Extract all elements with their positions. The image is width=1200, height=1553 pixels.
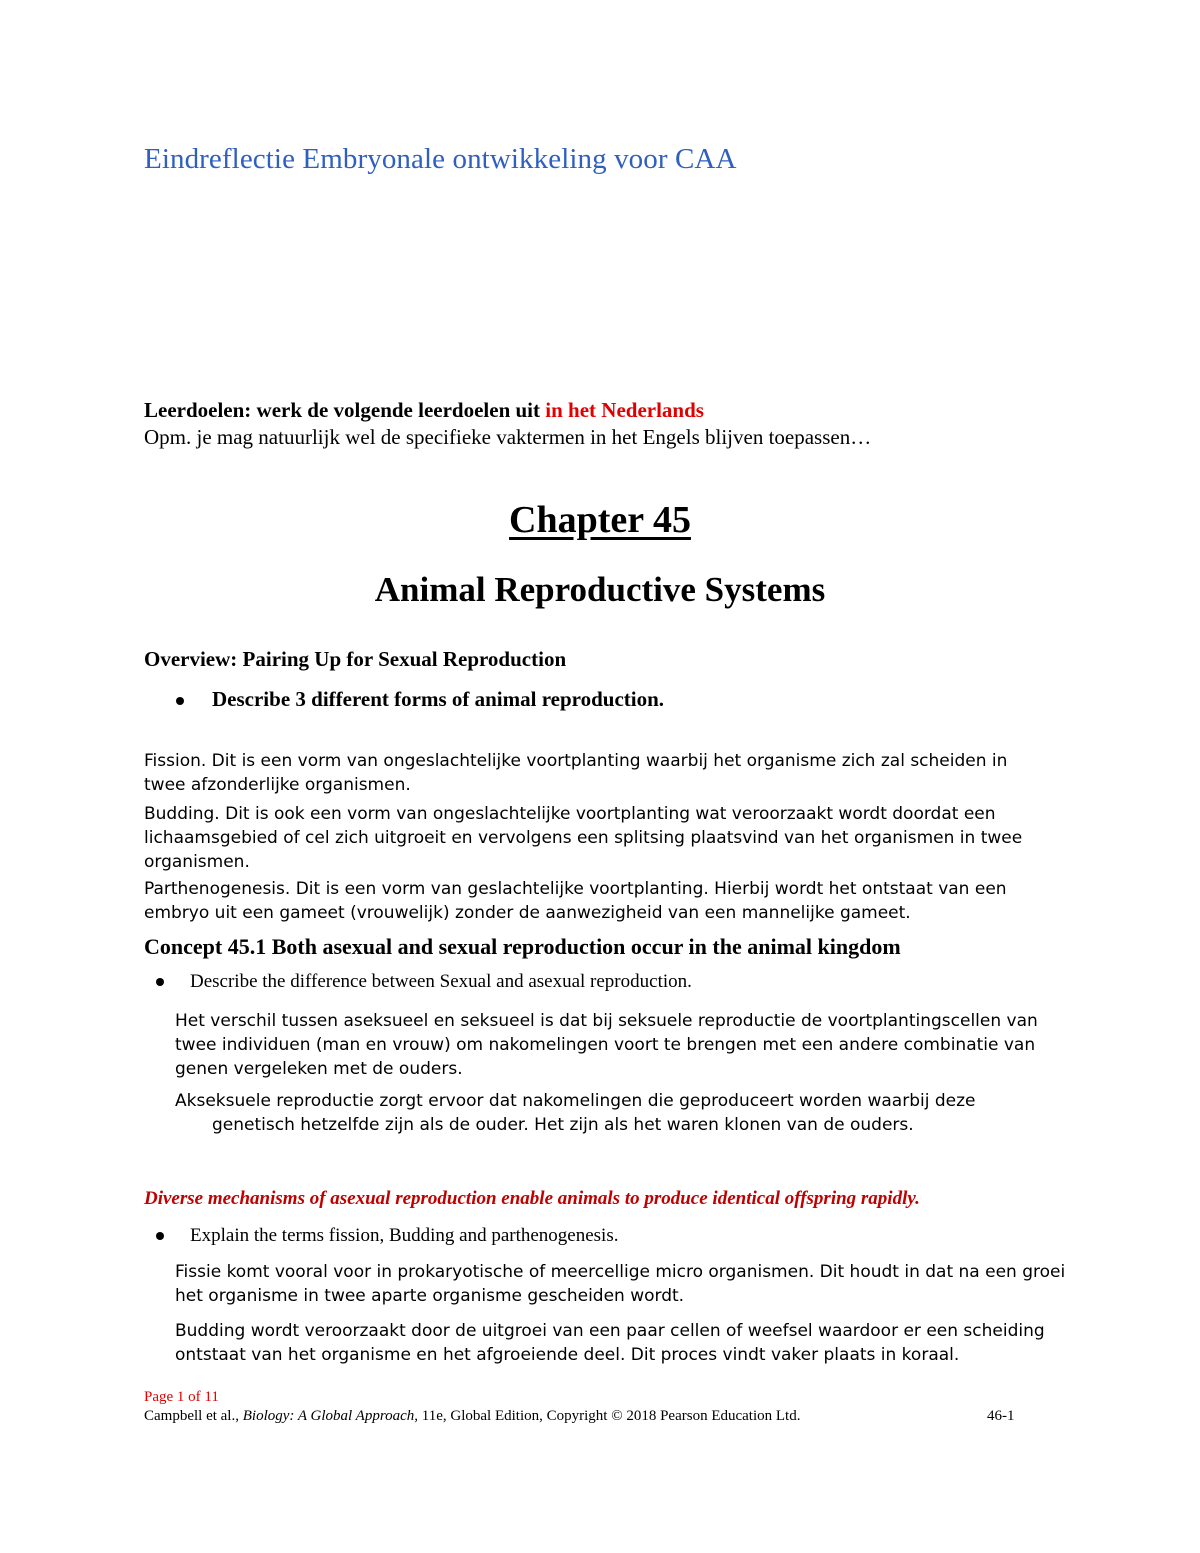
overview-bullet-text: Describe 3 different forms of animal reproduction. xyxy=(212,687,665,711)
bullet-icon xyxy=(176,697,184,705)
asexual-paragraph-line-1: Akseksuele reproductie zorgt ervoor dat nakomelingen die geproduceert worden waarbij deze xyxy=(175,1091,976,1111)
learning-goals-line xyxy=(144,398,704,423)
chapter-heading: Chapter 45 xyxy=(509,499,691,541)
note-line: Opm. je mag natuurlijk wel de specifieke vaktermen in het Engels blijven toepassen… xyxy=(144,425,872,449)
budding-paragraph: Budding. Dit is ook een vorm van ongeslachtelijke voortplanting wat veroorzaakt wordt doordat een lichaamsgebied of cel zich uitgroeit en vervolgens een splitsing plaatsvind van het organismen in twee organismen. xyxy=(144,804,1023,872)
diverse-mechanisms-heading: Diverse mechanisms of asexual reproduction enable animals to produce identical offspring rapidly. xyxy=(144,1188,920,1209)
fission-paragraph: Fission. Dit is een vorm van ongeslachtelijke voortplanting waarbij het organisme zich zal scheiden in twee afzonderlijke organismen. xyxy=(144,751,1008,795)
bullet-icon xyxy=(156,978,164,986)
concept-bullet-text: Describe the difference between Sexual and asexual reproduction. xyxy=(190,971,692,992)
chapter-subtitle: Animal Reproductive Systems xyxy=(374,570,826,609)
overview-heading: Overview: Pairing Up for Sexual Reproduction xyxy=(144,647,567,671)
document-title: Eindreflectie Embryonale ontwikkeling voor CAA xyxy=(144,143,737,175)
citation-book-title: Biology: A Global Approach, xyxy=(242,1408,419,1424)
learning-goals-language: in het Nederlands xyxy=(545,398,704,422)
learning-goals-intro: Leerdoelen: werk de volgende leerdoelen uit xyxy=(144,398,546,422)
page-indicator: Page 1 of 11 xyxy=(144,1389,219,1405)
explain-bullet-text: Explain the terms fission, Budding and parthenogenesis. xyxy=(190,1225,619,1246)
fissie-paragraph: Fissie komt vooral voor in prokaryotische of meercellige micro organismen. Dit houdt in dat na een groei het organisme in twee aparte organisme gescheiden wordt. xyxy=(175,1262,1066,1306)
difference-paragraph: Het verschil tussen aseksueel en seksueel is dat bij seksuele reproductie de voortplantingscellen van twee individuen (man en vrouw) om nakomelingen voort te brengen met een andere combinatie van genen vergeleken met de ouders. xyxy=(175,1011,1038,1079)
footer-citation xyxy=(144,1408,800,1425)
page-code: 46-1 xyxy=(987,1408,1015,1424)
parthenogenesis-paragraph: Parthenogenesis. Dit is een vorm van geslachtelijke voortplanting. Hierbij wordt het ontstaat van een embryo uit een gameet (vrouwelijk) zonder de aanwezigheid van een mannelijke gameet. xyxy=(144,879,1007,923)
concept-heading: Concept 45.1 Both asexual and sexual reproduction occur in the animal kingdom xyxy=(144,934,901,959)
asexual-paragraph-line-2: genetisch hetzelfde zijn als de ouder. Het zijn als het waren klonen van de ouders. xyxy=(212,1115,914,1135)
bullet-icon xyxy=(156,1232,164,1240)
citation-edition: 11e, Global Edition, Copyright © 2018 Pearson Education Ltd. xyxy=(418,1408,801,1424)
citation-authors: Campbell et al., xyxy=(144,1408,243,1424)
budding-explanation-paragraph: Budding wordt veroorzaakt door de uitgroei van een paar cellen of weefsel waardoor er een scheiding ontstaat van het organisme en het afgroeiende deel. Dit proces vindt vaker plaats in koraal. xyxy=(175,1321,1045,1365)
